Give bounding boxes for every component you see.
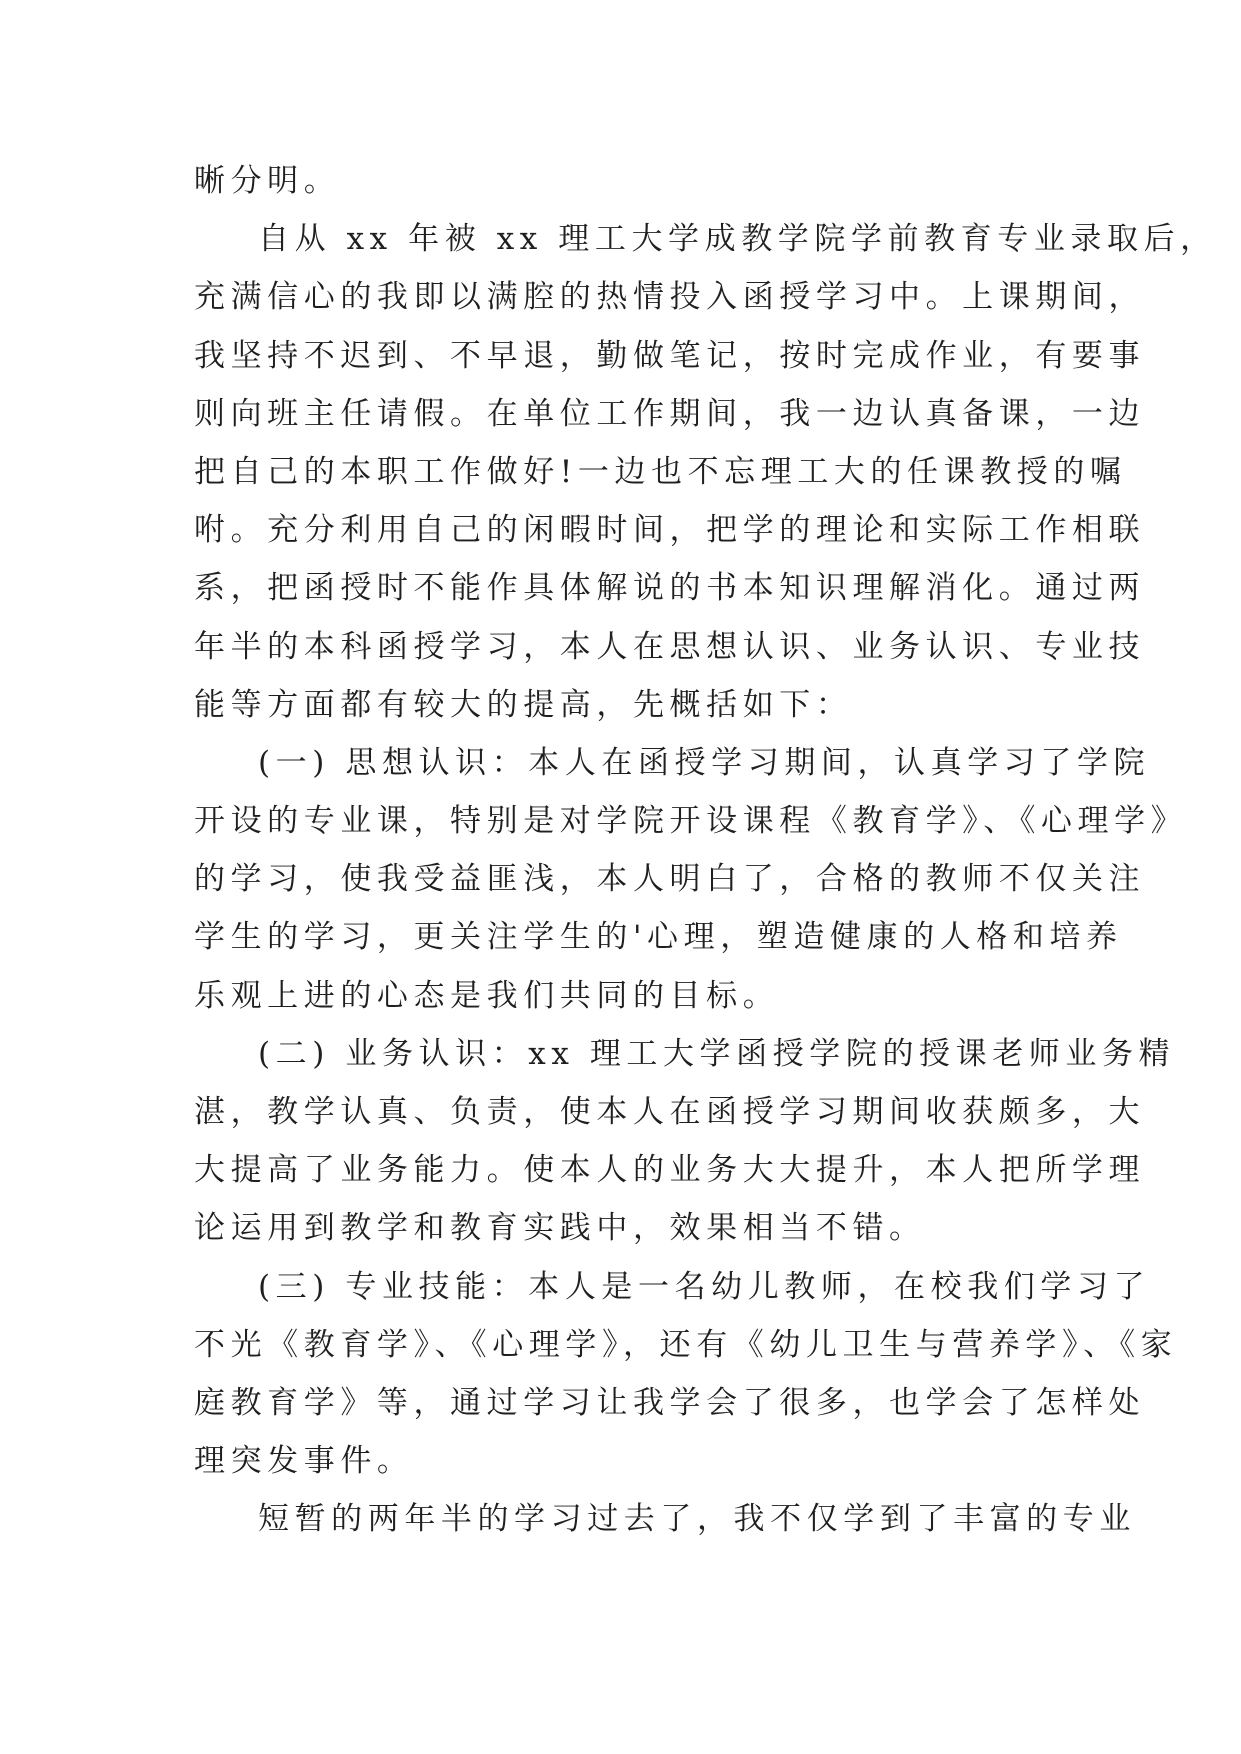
text-line: 晰分明。 (194, 163, 341, 199)
text-line: 学生的学习，更关注学生的'心理，塑造健康的人格和培养 (194, 919, 1123, 956)
text-line: (二) 业务认识：xx 理工大学函授学院的授课老师业务精 (258, 1035, 1176, 1072)
text-line: 理突发事件。 (194, 1443, 414, 1480)
text-line: 论运用到教学和教育实践中，效果相当不错。 (194, 1210, 926, 1247)
text-line: (一) 思想认识：本人在函授学习期间，认真学习了学院 (258, 744, 1151, 781)
text-line: 充满信心的我即以满腔的热情投入函授学习中。上课期间， (194, 279, 1146, 316)
text-line: 我坚持不迟到、不早退，勤做笔记，按时完成作业，有要事 (194, 337, 1146, 374)
text-line: (三) 专业技能：本人是一名幼儿教师，在校我们学习了 (258, 1268, 1151, 1305)
text-line: 把自己的本职工作做好!一边也不忘理工大的任课教授的嘱 (194, 453, 1127, 490)
text-line: 能等方面都有较大的提高，先概括如下： (194, 686, 853, 723)
text-line: 庭教育学》等，通过学习让我学会了很多，也学会了怎样处 (194, 1384, 1146, 1421)
text-line: 年半的本科函授学习，本人在思想认识、业务认识、专业技 (194, 628, 1146, 665)
text-line: 系，把函授时不能作具体解说的书本知识理解消化。通过两 (194, 570, 1146, 607)
text-line: 开设的专业课，特别是对学院开设课程《教育学》、《心理学》 (194, 803, 1188, 840)
text-line: 湛，教学认真、负责，使本人在函授学习期间收获颇多，大 (194, 1094, 1146, 1130)
text-line: 乐观上进的心态是我们共同的目标。 (194, 977, 780, 1014)
text-line: 咐。充分利用自己的闲暇时间，把学的理论和实际工作相联 (194, 512, 1146, 549)
text-line: 的学习，使我受益匪浅，本人明白了，合格的教师不仅关注 (194, 861, 1146, 898)
text-line: 自从 xx 年被 xx 理工大学成教学院学前教育专业录取后， (258, 221, 1217, 258)
text-line: 则向班主任请假。在单位工作期间，我一边认真备课，一边 (194, 395, 1146, 432)
text-line: 大提高了业务能力。使本人的业务大大提升，本人把所学理 (194, 1152, 1146, 1189)
document-body (194, 152, 1217, 1549)
text-line: 不光《教育学》、《心理学》，还有《幼儿卫生与营养学》、《家 (194, 1326, 1178, 1363)
text-line: 短暂的两年半的学习过去了，我不仅学到了丰富的专业 (258, 1501, 1136, 1538)
